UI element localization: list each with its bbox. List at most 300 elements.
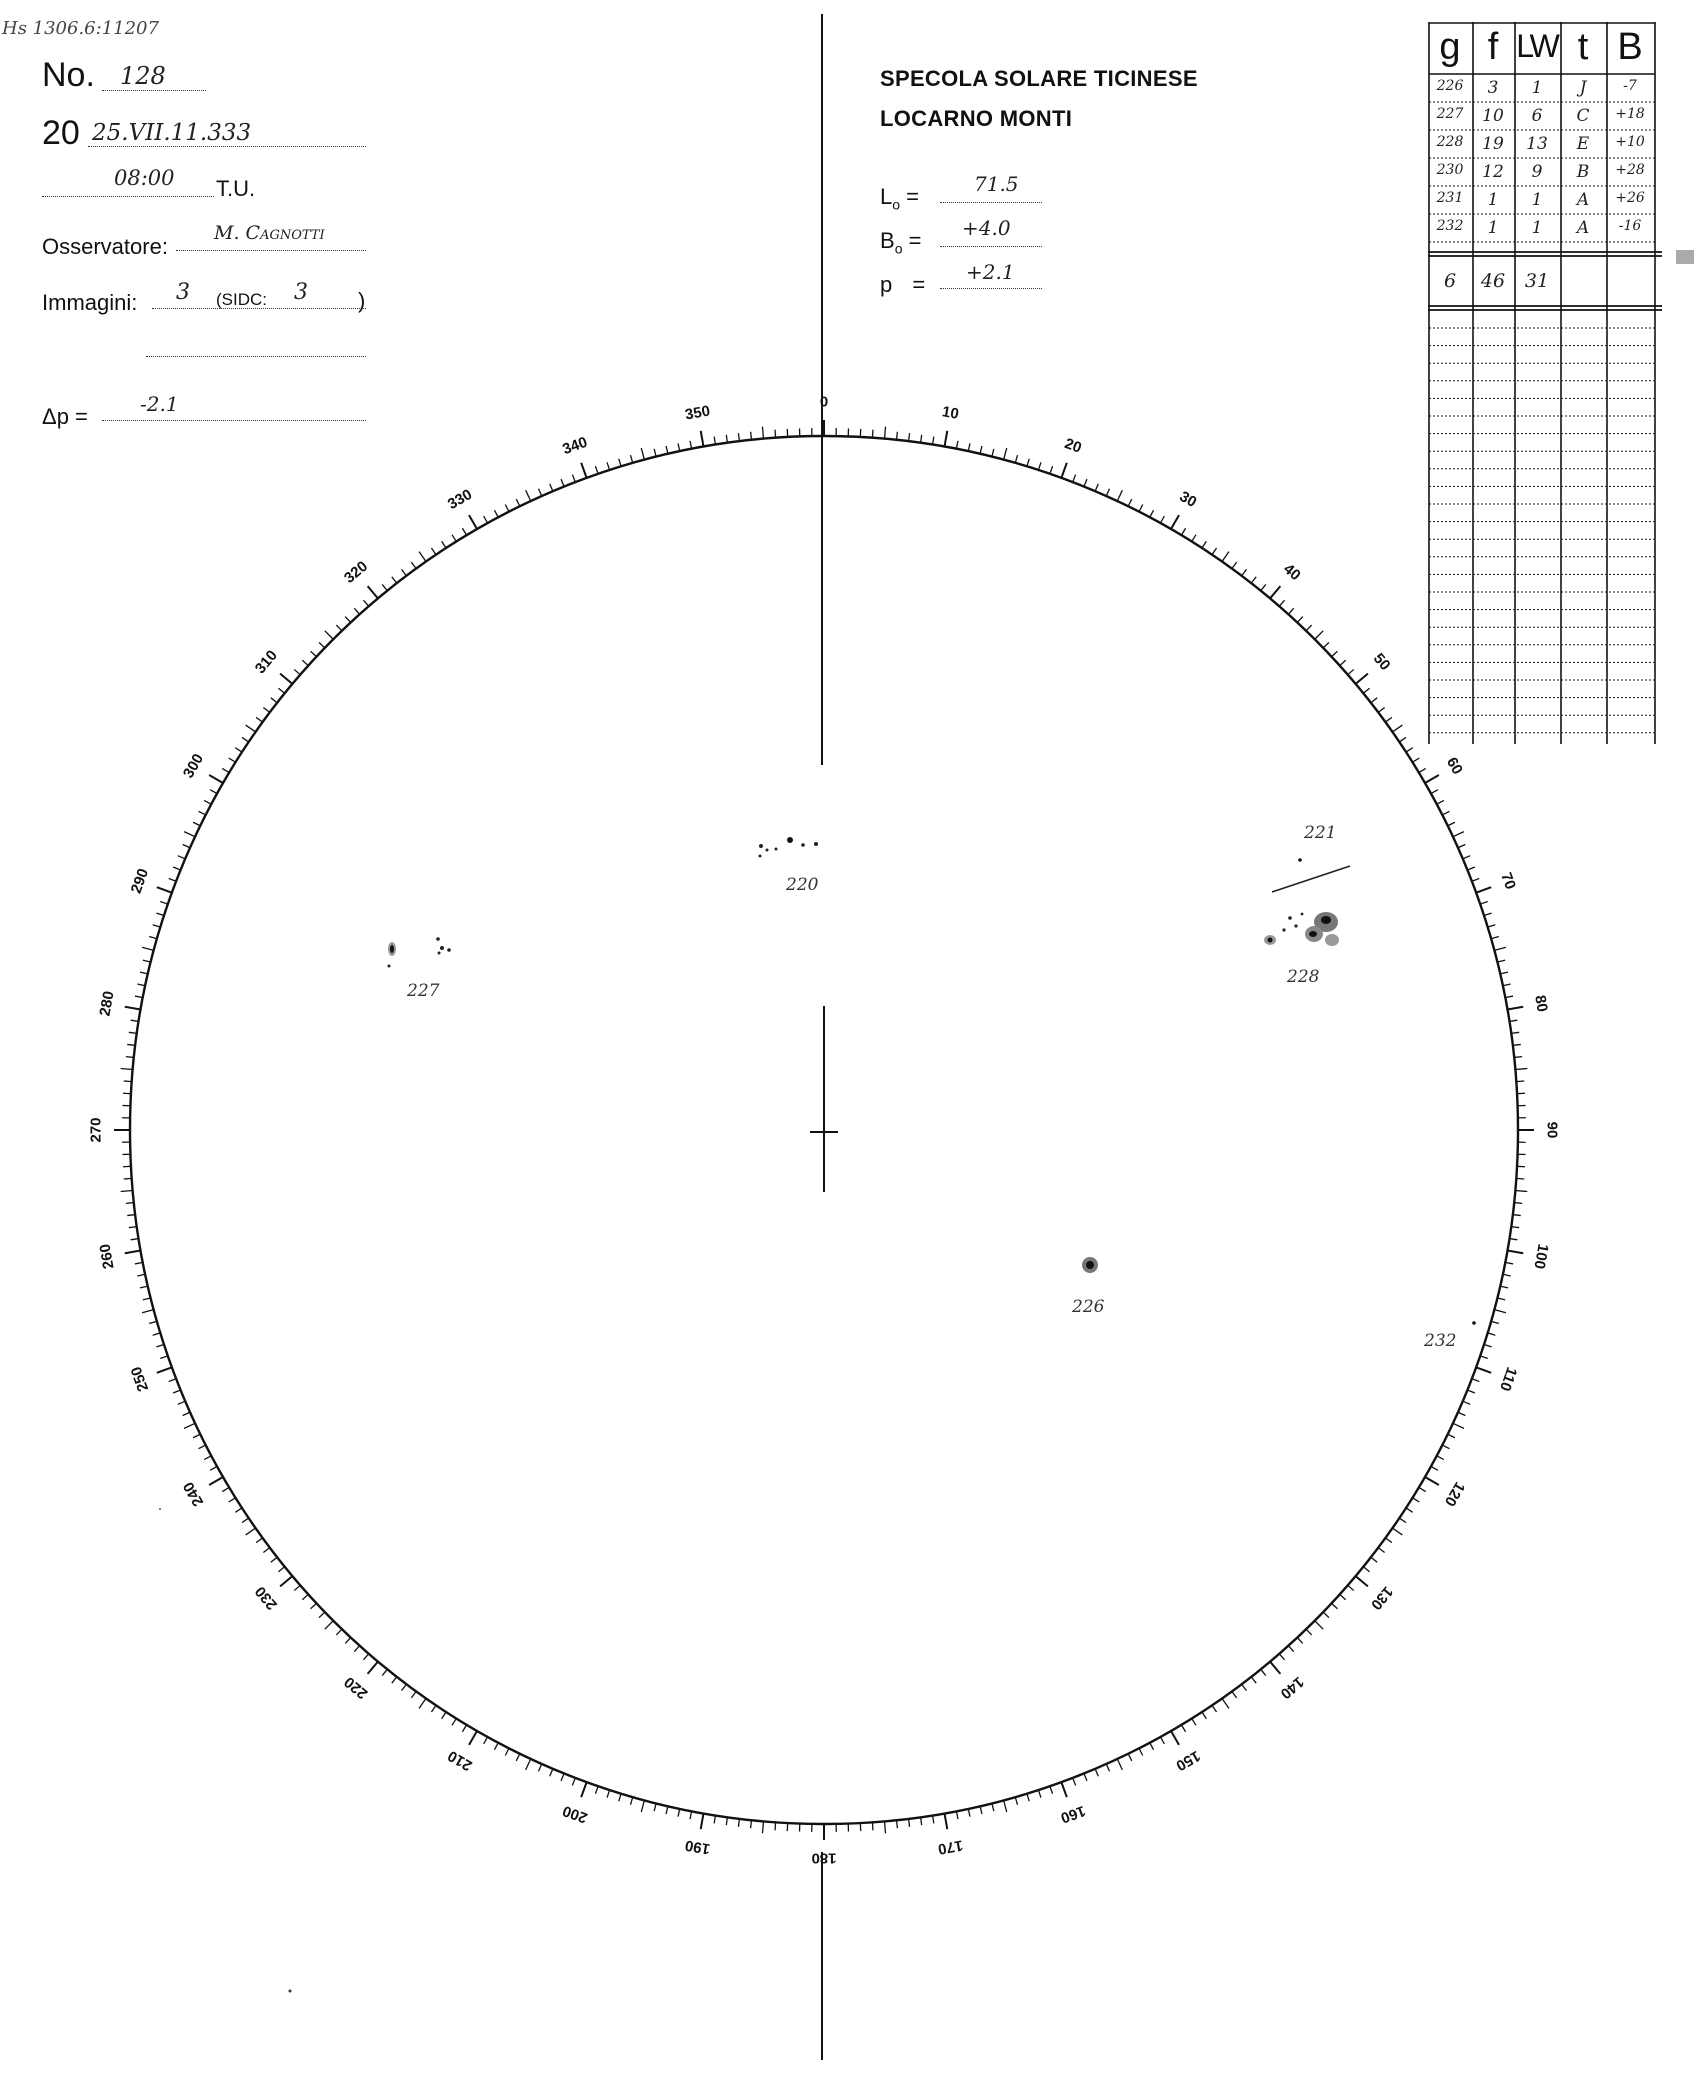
dial-tick [751,1820,752,1828]
dial-tick [193,822,200,826]
scan-speck [289,1990,292,1993]
dial-tick [1437,1456,1444,1460]
dial-tick [121,1190,133,1191]
sidc-value: 3 [294,280,308,305]
dial-tick [641,448,644,460]
dial-tick [1192,1719,1196,1726]
spot [787,837,793,843]
dial-tick [1419,768,1426,772]
dial-tick [452,1719,456,1726]
dial-label: 100 [1530,1242,1552,1271]
dial-tick [484,516,488,523]
dial-tick [631,455,633,463]
sidc-close: ) [358,288,366,313]
dial-tick [1015,455,1017,463]
group-220-label: 220 [786,875,819,895]
dial-tick [945,431,948,447]
table-cell: 9 [1531,162,1543,182]
dial-tick [1348,669,1354,674]
dial-tick [1004,1800,1007,1812]
dial-tick [1106,489,1109,496]
dial-tick [666,1806,668,1814]
table-cell: -16 [1618,218,1642,234]
spot-umbra [390,945,394,953]
p-eq: = [912,272,926,297]
dial-tick [319,642,325,648]
dial-tick [382,584,387,590]
dial-label: 320 [340,557,372,587]
dial-tick [1061,1782,1066,1797]
dial-tick [631,1797,633,1805]
dial-tick [1242,1684,1247,1690]
dial-tick [1363,1567,1369,1572]
dial-label: 70 [1497,870,1519,892]
dial-tick [302,660,308,665]
table-cell: -7 [1623,78,1637,94]
dial-tick [933,437,934,445]
dial-tick [538,489,541,496]
table-cell: 230 [1436,162,1464,178]
dial-tick [402,569,407,575]
dial-tick [121,1068,133,1069]
dial-tick [1270,586,1280,598]
dial-tick [897,1820,898,1828]
table-total-cell: 6 [1443,270,1457,292]
dial-tick [1476,1367,1491,1372]
dial-tick [140,972,148,974]
dial-tick [462,528,466,535]
p-value: +2.1 [966,260,1015,284]
no-value: 128 [120,62,166,90]
observatory-line1: SPECOLA SOLARE TICINESE [880,66,1198,91]
dial-tick [1261,1669,1266,1675]
dial-tick [204,800,211,804]
dial-tick [762,1821,763,1833]
dial-tick [354,1646,359,1652]
dial-tick [581,1782,586,1797]
dial-tick [1442,811,1449,815]
spot [1268,938,1273,943]
table-cell: 19 [1482,134,1504,154]
dial-tick [701,431,704,447]
dial-label: 140 [1276,1673,1308,1703]
dial-tick [1004,448,1007,460]
dial-label: 150 [1172,1746,1204,1775]
dial-tick [526,1759,531,1770]
dial-tick [140,1286,148,1288]
dial-tick [246,1528,256,1535]
table-cell: 13 [1526,134,1548,154]
dial-tick [1171,1731,1179,1745]
dial-tick [135,996,143,998]
dial-tick [1514,1203,1522,1204]
dial-tick [1507,1251,1523,1254]
dial-tick [157,887,172,892]
table-cell: J [1579,78,1587,98]
dial-tick [1027,459,1029,467]
dial-tick [1061,463,1066,478]
dial-tick [280,1576,292,1586]
dial-tick [909,433,910,441]
dial-tick [1425,1477,1439,1485]
dial-tick [1160,516,1164,523]
group-226 [1071,1257,1105,1317]
spot-penumbra [1325,934,1339,946]
dial-tick [1222,552,1229,562]
dial-tick [1270,1662,1280,1674]
dial-tick [325,631,333,639]
dial-tick [368,586,378,598]
dial-tick [561,1773,564,1780]
dial-tick [1378,1548,1384,1553]
dial-tick [1515,1190,1527,1191]
dial-tick [1095,484,1098,491]
dial-tick [222,768,229,772]
table-header-lw: LW [1516,28,1558,64]
table-header-b: B [1617,26,1643,68]
dial-tick [1139,505,1143,512]
dial-tick [581,463,586,478]
dial-tick [1222,1698,1229,1708]
dial-tick [1027,1794,1029,1802]
dial-label: 110 [1495,1364,1521,1394]
dial-tick [1480,1356,1488,1359]
dial-tick [1363,688,1369,693]
dial-label: 260 [96,1242,118,1271]
dial-tick [1150,1743,1154,1750]
dial-tick [131,1020,139,1021]
dial-tick [184,832,195,837]
dial-label: 200 [560,1801,590,1827]
dial-tick [199,811,206,815]
spot [436,937,440,941]
dial-tick [1437,800,1444,804]
delta-p-value: -2.1 [140,392,179,416]
dial-tick [126,1057,134,1058]
images-value: 3 [176,280,190,305]
dial-tick [263,1548,269,1553]
group-221 [1272,823,1350,892]
dial-label: 60 [1442,754,1466,778]
dial-tick [242,737,249,741]
dial-tick [1160,1737,1164,1744]
table-cell: 3 [1487,78,1499,98]
dial-tick [1181,528,1185,535]
year-prefix: 20 [42,114,80,152]
dial-tick [419,552,426,562]
group-228-label: 228 [1287,967,1320,987]
table-cell: 232 [1436,218,1464,234]
table-cell: C [1576,106,1590,126]
dial-label: 290 [127,866,153,896]
dial-tick [149,937,157,939]
group-232-label: 232 [1424,1331,1457,1351]
table-header-f: f [1487,26,1499,68]
dial-tick [184,1423,195,1428]
group-227-label: 227 [407,981,440,1001]
dial-label: 10 [940,403,961,423]
table-cell: +28 [1615,162,1645,178]
table-cell: 231 [1436,190,1464,206]
dial-tick [1117,1759,1122,1770]
dial-tick [641,1800,644,1812]
group-221-pointer [1272,866,1350,892]
dial-tick [1480,901,1488,904]
dial-label: 190 [683,1836,712,1858]
spot [388,965,391,968]
dial-tick [738,433,739,441]
table-cell: 1 [1531,190,1543,210]
no-label: No. [42,56,95,94]
spot [766,849,769,852]
dial-tick [411,1691,416,1697]
dial-tick [968,1809,970,1817]
dial-tick [1514,1057,1522,1058]
dial-tick [1150,510,1154,517]
dial-tick [1084,479,1087,486]
dial-tick [666,446,668,454]
dial-tick [142,1310,154,1313]
spot [1288,916,1292,920]
dial-tick [1073,475,1076,482]
dial-tick [156,913,164,915]
spot [440,946,444,950]
dial-tick [516,499,520,506]
dial-tick [135,1262,143,1264]
dial-tick [368,1662,378,1674]
dial-tick [921,1817,922,1825]
dial-tick [124,1178,132,1179]
group-228 [1264,912,1339,987]
table-total-cell: 31 [1524,270,1550,292]
table-cell: 1 [1531,78,1543,98]
dial-label: 300 [179,750,208,782]
l0-symbol: L [880,184,893,209]
dial-label: 40 [1280,560,1304,585]
dial-tick [137,984,145,986]
dial-tick [153,1333,161,1335]
table-cell: A [1576,218,1590,238]
dial-label: 30 [1176,488,1200,512]
l0-value: 71.5 [974,172,1019,196]
dial-tick [1171,515,1179,529]
dial-tick [419,1698,426,1708]
dial-label: 210 [444,1746,476,1775]
dial-tick [1500,972,1508,974]
dial-tick [1494,1310,1506,1313]
table-cell: 227 [1436,106,1464,122]
dial-label: 170 [936,1836,965,1858]
dial-tick [494,1743,498,1750]
dial-tick [1515,1068,1527,1069]
table-cell: E [1576,134,1590,154]
p-symbol: p [880,272,893,297]
dial-tick [945,1813,948,1829]
dial-tick [1084,1773,1087,1780]
dial-tick [550,484,553,491]
table-cell: 1 [1487,190,1499,210]
dial-tick [956,441,958,449]
dial-tick [1425,775,1439,783]
table-cell: 1 [1487,218,1499,238]
dial-tick [1378,708,1384,713]
dial-tick [572,475,575,482]
dial-tick [561,479,564,486]
dial-tick [1139,1748,1143,1755]
dial-tick [126,1203,134,1204]
date-value: 25.VII.11.333 [92,120,252,146]
time-value: 08:00 [114,166,175,190]
dial-tick [505,1748,509,1755]
dial-tick [325,1621,333,1629]
spot [814,842,818,846]
dial-tick [278,688,284,693]
dial-tick [884,427,885,439]
dial-tick [157,1367,172,1372]
dial-tick [311,651,317,656]
dial-tick [229,758,236,762]
spot [1294,924,1297,927]
dial-tick [209,1477,223,1485]
dial-tick [193,1434,200,1438]
observer-value: M. Cagnotti [214,222,325,244]
dial-tick [173,867,180,870]
dial-tick [726,1817,727,1825]
dial-tick [538,1764,541,1771]
images-label: Immagini: [42,290,138,315]
dial-tick [1306,625,1312,631]
dial-tick [183,1412,190,1415]
observatory-line2: LOCARNO MONTI [880,106,1073,131]
dial-tick [1488,925,1496,927]
observer-label: Osservatore: [42,234,168,259]
spot [438,952,441,955]
dial-label: 330 [444,485,476,514]
spot-umbra [1321,916,1331,924]
dial-label: 220 [340,1673,372,1703]
dial-tick [431,1705,435,1712]
dial-tick [678,1809,680,1817]
dial-tick [246,725,256,732]
dial-tick [1181,1725,1185,1732]
dial-label: 230 [251,1582,281,1614]
dial-tick [160,1356,168,1359]
dial-label: 120 [1440,1478,1469,1510]
dial-label: 90 [1543,1121,1561,1139]
dial-tick [1413,758,1420,762]
dial-tick [199,1445,206,1449]
dial-tick [278,1567,284,1572]
spot [1472,1321,1476,1325]
dial-tick [1491,1321,1499,1323]
dial-tick [1503,984,1511,986]
dial-tick [469,515,477,529]
spot [1282,928,1285,931]
dial-label: 180 [811,1849,837,1867]
dial-tick [1399,737,1406,741]
dial-tick [690,1811,692,1819]
scan-speck [159,1508,161,1510]
dial-tick [872,430,873,438]
archive-stamp: Hs 1306.6:11207 [2,18,159,39]
table-cell: +18 [1615,106,1645,122]
dial-tick [1511,1227,1519,1228]
group-226-label: 226 [1072,1297,1105,1317]
table-header-t: t [1577,26,1589,68]
dial-tick [595,1786,598,1794]
dial-tick [1503,1274,1511,1276]
dial-label: 280 [96,989,118,1018]
dial-tick [311,1603,317,1608]
dial-label: 50 [1369,650,1394,674]
dial-tick [1038,462,1040,470]
dial-tick [1488,1333,1496,1335]
table-cell: 12 [1482,162,1504,182]
dial-tick [980,1806,982,1814]
dial-tick [235,1508,242,1512]
dial-tick [1117,490,1122,501]
spot [1298,858,1302,862]
table-header-g: g [1439,26,1461,68]
spot-umbra [1309,931,1317,937]
dial-label: 310 [251,646,281,678]
dial-label: 240 [179,1478,208,1510]
l0-sub: o [892,196,901,213]
b0-sub: o [894,240,903,257]
time-unit: T.U. [216,176,256,201]
dial-tick [1467,867,1474,870]
dial-tick [701,1813,704,1829]
dial-tick [1202,541,1206,548]
dial-label: 160 [1058,1801,1088,1827]
dial-tick [505,505,509,512]
table-cell: A [1576,190,1590,210]
dial-tick [210,1466,217,1470]
dial-tick [762,427,763,439]
dial-tick [619,1794,621,1802]
dial-tick [619,459,621,467]
dial-tick [714,437,715,445]
dial-tick [884,1821,885,1833]
dial-tick [382,1669,387,1675]
table-cell: 228 [1436,134,1464,150]
dial-tick [442,541,446,548]
table-cell: +10 [1615,134,1645,150]
dial-tick [1453,1423,1464,1428]
b0-eq: = [908,228,922,253]
spot [759,855,762,858]
dial-tick [1507,1007,1523,1010]
dial-tick [1431,790,1438,794]
dial-tick [526,490,531,501]
dial-tick [204,1456,211,1460]
dial-tick [294,669,300,674]
dial-tick [431,548,435,555]
dial-tick [1505,996,1513,998]
dial-tick [1261,584,1266,590]
dial-tick [1494,947,1506,950]
b0-symbol: B [880,228,895,253]
spot [801,843,805,847]
dial-label: 340 [560,433,590,459]
dial-tick [1392,1528,1402,1535]
table-cell: 6 [1531,106,1543,126]
dial-tick [263,708,269,713]
dial-tick [1356,674,1368,684]
dial-tick [462,1725,466,1732]
dial-tick [142,947,154,950]
dial-tick [169,878,176,881]
